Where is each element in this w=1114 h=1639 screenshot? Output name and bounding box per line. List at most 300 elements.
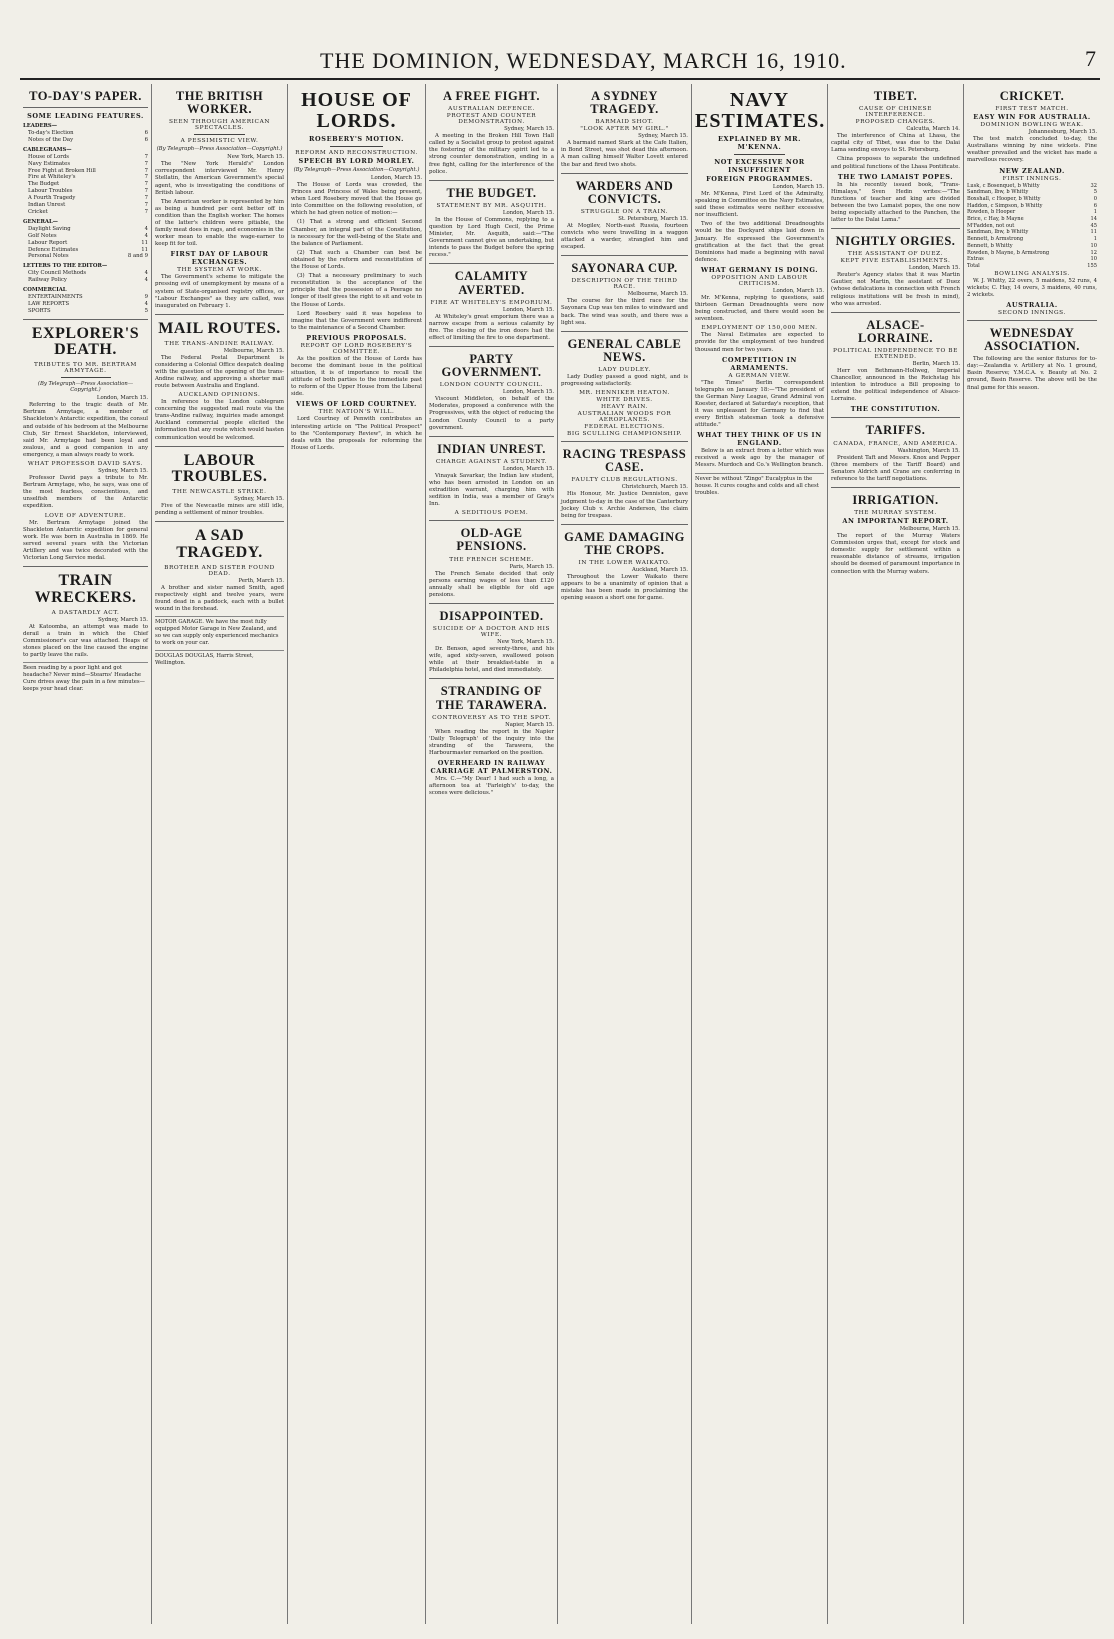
index-item-page: 9 [144, 293, 148, 300]
dateline: Sydney, March 15. [98, 616, 148, 623]
rule [831, 417, 960, 418]
paragraph: The course for the third race for the Sayonara Cup was ten miles to windward and back. The wind was south, and there was a light sea. [561, 298, 688, 326]
score-row [967, 196, 1097, 203]
dateline: Berlin, March 15. [912, 361, 960, 367]
paragraph: The Naval Estimates are expected to provide for the employment of two hundred thousand men for two years. [695, 332, 824, 353]
story-sub: FIRST TEST MATCH. [995, 106, 1069, 113]
paragraph: The test match concluded to-day, the Australians winning by nine wickets. Fine weather prevailed and the wicket has made a marvellous recovery. [967, 136, 1097, 164]
masthead-title: THE DOMINION, WEDNESDAY, MARCH 16, 1910. [320, 48, 847, 73]
story-head: MAIL ROUTES. [158, 319, 281, 337]
story-sub: FOREIGN PROGRAMMES. [706, 175, 813, 183]
paragraph: China proposes to separate the undefined and political functions of the Lhasa Pontificate. [831, 156, 960, 170]
rule [23, 107, 148, 108]
story-sub: HEAVY RAIN. [600, 404, 649, 411]
story-sub: AUCKLAND OPINIONS. [178, 392, 261, 399]
score-row [967, 229, 1097, 236]
byline: (By Telegraph—Press Association—Copyright.) [156, 146, 283, 153]
rule [155, 521, 284, 522]
dateline: London, March 15. [908, 265, 960, 272]
paragraph: The Federal Postal Department is considering a Colonial Office despatch dealing with the question of the opening of the trans-Andine railway, and approving a shorter mail route between Australia and England. [155, 354, 284, 390]
story-sub: THE MURRAY SYSTEM. [854, 510, 937, 517]
index-item-label: Free Fight at Broken Hill [28, 167, 96, 174]
rule [967, 320, 1097, 321]
index-item-page: 6 [144, 130, 148, 137]
paragraph: Mr. M'Kenna, First Lord of the Admiralty, speaking in Committee on the Navy Estimates, said these estimates were neither excessive nor insufficient. [695, 191, 824, 219]
rule [429, 263, 554, 264]
index-item [23, 202, 148, 209]
dateline: Melbourne, March 15. [899, 526, 960, 533]
index-item-page: 4 [144, 232, 148, 239]
advertisement: Never be without "Zingo" Eucalyptus in the house. It cures coughs and colds and all chest troubles. [695, 473, 824, 497]
index-item-page: 5 [144, 307, 148, 314]
story-sub: SUICIDE OF A DOCTOR AND HIS WIFE. [432, 626, 551, 639]
story-sub: WHAT GERMANY IS DOING. [700, 265, 819, 274]
story-sub: A SEDITIOUS POEM. [454, 510, 529, 517]
index-item-page: 7 [144, 174, 148, 181]
score-row [967, 250, 1097, 257]
story-sub: A GERMAN VIEW. [728, 372, 791, 379]
story-sub: THE SYSTEM AT WORK. [177, 267, 262, 274]
rule [194, 134, 246, 135]
story-head: THE BUDGET. [446, 185, 537, 200]
story-sub: CONTROVERSY AS TO THE SPOT. [432, 714, 551, 721]
index-item [23, 240, 148, 247]
dateline: Calcutta, March 14. [906, 126, 960, 133]
story-sub: STATEMENT BY MR. ASQUITH. [436, 202, 547, 209]
dateline: London, March 15. [772, 184, 824, 190]
paragraph: The House of Lords was crowded, the Princes and Princess of Wales being present, when Lord Rosebery moved that the House go into Committee on the following resolution, of which he had given notice of motion:— [291, 182, 422, 217]
story-sub: THE FRENCH SCHEME. [449, 556, 534, 563]
story-sub: VIEWS OF LORD COURTNEY. [296, 400, 417, 409]
score-row [967, 243, 1097, 250]
column-8 [964, 84, 1100, 1624]
score-row [967, 216, 1097, 223]
story-sub: STRUGGLE ON A TRAIN. [580, 208, 669, 215]
rule [831, 228, 960, 229]
column-1 [20, 84, 152, 1624]
story-head: A FREE FIGHT. [443, 89, 540, 103]
story-sub: A DASTARDLY ACT. [51, 609, 120, 616]
dateline: London, March 15. [370, 175, 422, 181]
batsman-runs: 1 [1093, 236, 1097, 243]
batsman-name: Brice, c Hay, b Mayne [967, 216, 1024, 223]
index-section-heading: LEADERS— [23, 123, 58, 130]
rule [429, 678, 554, 679]
index-section-heading: GENERAL— [23, 218, 58, 225]
story-head: STRANDING OF THE TARAWERA. [436, 684, 547, 712]
story-sub: OPPOSITION AND LABOUR CRITICISM. [711, 274, 808, 287]
story-sub: FEDERAL ELECTIONS. [584, 424, 665, 431]
paragraph: Two of the two additional Dreadnoughts would be the Dockyard ships laid down in January. He expressed the Government's gratification at the fact that the great Dominions had made a beginning with naval defence. [695, 221, 824, 263]
dateline: Napier, March 15. [505, 721, 554, 728]
story-sub: THE TWO LAMAIST POPES. [837, 172, 954, 181]
story-sub: AUSTRALIA. [1006, 300, 1058, 309]
batsman-runs: 32 [1090, 182, 1097, 189]
index-item [23, 253, 148, 260]
page-number: 7 [1085, 46, 1096, 71]
paper-head: TO-DAY'S PAPER. [29, 89, 142, 103]
index-item [23, 270, 148, 277]
byline: (By Telegraph—Press Association—Copyright.) [293, 167, 420, 173]
advertisement: DOUGLAS DOUGLAS, Harris Street, Wellington. [155, 650, 284, 667]
batsman-runs: 12 [1090, 249, 1097, 256]
byline: (By Telegraph—Press Association—Copyright.) [37, 381, 134, 394]
dateline: London, March 15. [502, 209, 554, 216]
rule [831, 312, 960, 313]
paragraph: President Taft and Messrs. Knox and Pepper (three members of the Tariff Board) and Senators Aldrich and Crane are conferring in reference to the tariff negotiations. [831, 454, 960, 482]
index-item-label: Labour Troubles [28, 188, 73, 195]
paragraph: Vinayak Savarkar, the Indian law student, who has been arrested in London on an extradition warrant, charging him with sedition in India, was a member of Gray's Inn. [429, 472, 554, 508]
paragraph: In reference to the London cablegram concerning the suggested mail route via the trans-Andine railway, inquiries made amongst Auckland commercial people elicited the information that any route which would hasten communication would be welcomed. [155, 399, 284, 441]
paragraph: At Whiteley's great emporium there was a narrow escape from a serious calamity by fire. The closing of the iron doors had the effect of limiting the fire to one department. [429, 313, 554, 341]
index-item [23, 195, 148, 202]
index-item [23, 161, 148, 168]
dateline: St. Petersburg, March 15. [618, 215, 688, 222]
index-item-page: 11 [141, 246, 148, 253]
paragraph: His Honour, Mr. Justice Denniston, gave judgment to-day in the case of the Canterbury Jockey Club v. Archie Anderson, the claim being for trespass. [561, 491, 688, 519]
story-sub: SEEN THROUGH AMERICAN SPECTACLES. [168, 119, 271, 132]
story-sub: THE NEWCASTLE STRIKE. [172, 489, 267, 496]
story-sub: ROSEBERY'S MOTION. [309, 135, 404, 143]
index-item-label: The Budget [28, 181, 60, 188]
score-row [967, 189, 1097, 196]
paragraph: (2) That such a Chamber can best be obtained by the reform and reconstitution of the House of Lords. [291, 249, 422, 271]
index-item-page: 7 [144, 188, 148, 195]
batsman-name: Rowden, b Mayne, b Armstrong [967, 249, 1050, 256]
paragraph: Lord Courtney of Penwith contributes an interesting article on "The Political Prospect" to the "Contemporary Review", in which he deals with the proposals for reforming the House of Lords. [291, 416, 422, 451]
dateline: Christchurch, March 15. [621, 484, 688, 491]
story-sub: AN IMPORTANT REPORT. [842, 517, 949, 526]
score-row [967, 236, 1097, 243]
index-item-label: Fire at Whiteley's [28, 174, 76, 181]
paragraph: Throughout the Lower Waikato there appears to be a unanimity of opinion that a mistake has been made in proclaiming the opening season a short one for game. [561, 574, 688, 602]
story-sub: BIG SCULLING CHAMPIONSHIP. [567, 431, 682, 438]
paragraph: When reading the report in the Napier 'Daily Telegraph' of the inquiry into the stranding of the Tarawera, the Harbourmaster remarked on the position. [429, 728, 554, 756]
story-sub: CAUSE OF CHINESE INTERFERENCE. [858, 106, 933, 119]
paragraph: "The Times" Berlin correspondent telegraphs on January 18:—"The president of the German Navy League, Grand Admiral von Koester, declared at Saturday's reception, that it was unpleasant for Germany to find that every British statesman took a defensive attitude." [695, 379, 824, 429]
dateline: London, March 15. [96, 395, 148, 402]
story-head: WEDNESDAY ASSOCIATION. [984, 325, 1080, 354]
batsman-name: Haddon, c Simpson, b Whitty [967, 202, 1043, 209]
story-sub: SPEECH BY LORD MORLEY. [298, 157, 415, 165]
paragraph: At Mogilev, North-east Russia, fourteen convicts who were travelling in a waggon attacked a warder, strangled him and escaped. [561, 222, 688, 251]
index-item-page: 7 [144, 167, 148, 174]
story-head: GENERAL CABLE NEWS. [567, 336, 682, 364]
story-head: CALAMITY AVERTED. [454, 269, 529, 297]
paragraph: Dr. Benson, aged seventy-three, and his wife, aged sixty-seven, swallowed poison while at their breakfast-table in a Philadelphia hotel, and died immediately. [429, 646, 554, 674]
dateline: London, March 15. [502, 465, 554, 472]
dateline: London, March 15. [502, 306, 554, 313]
index-item-label: ENTERTAINMENTS [28, 293, 83, 300]
story-sub: DOMINION BOWLING WEAK. [980, 122, 1084, 129]
story-sub: IN THE LOWER WAIKATO. [578, 560, 671, 567]
story-sub: FAULTY CLUB REGULATIONS. [571, 477, 678, 484]
story-sub: A PESSIMISTIC VIEW. [180, 138, 259, 145]
story-sub: POLITICAL INDEPENDENCE TO BE EXTENDED. [833, 348, 958, 360]
story-sub: FIRST INNINGS. [1002, 175, 1062, 182]
paragraph: (1) That a strong and efficient Second Chamber, an integral part of the Constitution, is necessary for the well-being of the State and the balance of Parliament. [291, 219, 422, 247]
batsman-runs: 11 [1090, 229, 1097, 236]
index-item-page: 4 [144, 270, 148, 277]
batsman-runs: 45 [1090, 222, 1097, 229]
index-item [23, 130, 148, 137]
batsman-runs: 1 [1093, 209, 1097, 216]
story-sub: CANADA, FRANCE, AND AMERICA. [833, 440, 958, 447]
index-item-label: Notes of the Day [28, 136, 74, 143]
index-item [23, 226, 148, 233]
story-head: NAVY ESTIMATES. [695, 89, 826, 132]
story-sub: MR. HENNIKER HEATON. [579, 390, 670, 397]
index-item-page: 8 and 9 [127, 253, 148, 260]
index-item [23, 154, 148, 161]
index-item [23, 181, 148, 188]
story-head: LABOUR TROUBLES. [171, 451, 268, 486]
rule [561, 331, 688, 332]
paragraph: Mr. Bertram Armytage joined the Shackleton Antarctic expedition for general work. He was born in Australia in 1869. He served several years with the Victorian Artillery and was twice decorated with the Victorian Long Service medal. [23, 519, 148, 561]
index-item [23, 308, 148, 315]
paragraph: Below is an extract from a letter which was received a week ago by the manager of Messrs. Murdoch and Co.'s Wellington branch. [695, 448, 824, 469]
dateline: Perth, March 15. [238, 578, 284, 585]
story-sub: WHAT THEY THINK OF US IN ENGLAND. [697, 431, 822, 448]
score-row [967, 209, 1097, 216]
column-5 [558, 84, 692, 1624]
paragraph: Viscount Middleton, on behalf of the Moderates, proposed a conference with the Progressives, with the object of reducing the London County Council to a party government. [429, 396, 554, 431]
index-item-page: 7 [144, 209, 148, 215]
index-item [23, 301, 148, 308]
dateline: London, March 15. [772, 287, 824, 294]
rule [561, 255, 688, 256]
rule [429, 603, 554, 604]
story-sub: LOVE OF ADVENTURE. [44, 512, 127, 519]
story-sub: THE TRANS-ANDINE RAILWAY. [164, 340, 275, 347]
story-sub: BROTHER AND SISTER FOUND DEAD. [164, 565, 275, 578]
paragraph: At Katoomba, an attempt was made to derail a train in which the Chief Commissioner's car was attached. Heaps of stones placed on the line caused the engine to partly leave the rails. [23, 623, 148, 659]
story-head: DISAPPOINTED. [439, 608, 544, 623]
batsman-name: Sandman, lbw, b Whitty [967, 229, 1029, 236]
index-item-page: 7 [144, 202, 148, 209]
score-row [967, 223, 1097, 230]
dateline: New York, March 15. [497, 639, 554, 646]
index-item-label: Cricket [28, 209, 48, 215]
story-sub: WHITE DRIVES. [596, 397, 653, 404]
rule [155, 314, 284, 315]
index-item [23, 294, 148, 301]
paragraph: The interference of China at Lhasa, the capital city of Tibet, was due to the Dalai Lama sending envoys to St. Petersburg. [831, 133, 960, 154]
dateline: New York, March 15. [227, 154, 284, 161]
rule [155, 446, 284, 447]
rule [61, 377, 111, 378]
story-sub: AUSTRALIAN WOODS FOR AEROPLANES. [577, 411, 672, 424]
paragraph: W. J. Whitty, 22 overs, 5 maidens, 52 runs, 4 wickets; C. Hay, 14 overs, 3 maidens, 40 runs, 2 wickets. [967, 277, 1097, 298]
story-sub: REFORM AND RECONSTRUCTION. [295, 150, 418, 156]
story-sub: NEW ZEALAND. [999, 166, 1065, 175]
story-head: RACING TRESPASS CASE. [562, 447, 687, 475]
paragraph: Lord Rosebery said it was hopeless to imagine that the Government were indifferent to the maintenance of a Second Chamber. [291, 310, 422, 331]
story-head: WARDERS AND CONVICTS. [575, 178, 674, 206]
story-sub: LADY DUDLEY. [598, 367, 651, 373]
story-head: EXPLORER'S DEATH. [31, 324, 140, 359]
index-item-label: Railway Policy [28, 277, 67, 284]
story-head: A SYDNEY TRAGEDY. [590, 89, 659, 117]
rule [429, 520, 554, 521]
index-item [23, 168, 148, 175]
index-item-label: To-day's Election [28, 130, 74, 137]
index-item-label: Personal Notes [28, 253, 69, 260]
index-item-page: 4 [144, 277, 148, 284]
rule [429, 180, 554, 181]
index-item-label: Defence Estimates [28, 246, 79, 253]
story-head: GAME DAMAGING THE CROPS. [564, 529, 685, 557]
rule [23, 566, 148, 567]
paragraph: The American worker is represented by him as being a hundred per cent better off in condition than the English worker. The homes of the latter's children were pitiable, the family meat does in rags, and economies in the worker mean to enable the wage-earner to keep fit for toil. [155, 198, 284, 248]
batsman-runs: 6 [1093, 202, 1097, 209]
rule [561, 441, 688, 442]
story-sub: COMPETITION IN ARMAMENTS. [722, 355, 797, 372]
paragraph: Herr von Bethmann-Hollweg, Imperial Chancellor, announced in the Reichstag his intention to introduce a Bill proposing to extend the political independence of Alsace-Lorraine. [831, 368, 960, 403]
story-sub: EASY WIN FOR AUSTRALIA. [973, 113, 1091, 122]
index-item-label: City Council Methods [28, 270, 87, 277]
story-sub: BOWLING ANALYSIS. [994, 270, 1070, 277]
advertisement: Been reading by a poor light and got headache? Never mind—Stearns' Headache Cure drives away the pain in a few minutes—keeps your head clear. [23, 662, 148, 693]
dateline: Melbourne, March 15. [223, 347, 284, 354]
index-item-page: 4 [144, 300, 148, 307]
index-item-label: SPORTS [28, 307, 51, 314]
paragraph: As the position of the House of Lords has become the dominant issue in the political situation, it is of importance to recall the attitude of both parties to the immediate past to reform of the Upper House from the Liberal side. [291, 355, 422, 398]
paragraph: A barmaid named Stark at the Cafe Italien, in Bond Street, was shot dead this afternoon. A man calling himself Walter Lovett entered the bar and fired two shots. [561, 140, 688, 168]
batsman-runs: 0 [1093, 195, 1097, 202]
index-item-label: Labour Report [28, 239, 68, 246]
batsman-name: Boxshall, c Hooper, b Whitty [967, 195, 1041, 202]
story-sub: EMPLOYMENT OF 150,000 MEN. [701, 325, 818, 332]
index-item [23, 174, 148, 181]
index-item-page: 11 [141, 239, 148, 246]
story-head: OLD-AGE PENSIONS. [456, 526, 527, 554]
rule [330, 146, 382, 147]
index-item [23, 247, 148, 254]
story-head: TRAIN WRECKERS. [34, 572, 137, 606]
extras-value: 10 [1090, 256, 1097, 263]
paragraph: Lady Dudley passed a good night, and is progressing satisfactorily. [561, 374, 688, 388]
paragraph: The French Senate decided that only persons earning wages of less than £120 annually shall be eligible for old age pensions. [429, 570, 554, 598]
story-head: TARIFFS. [865, 423, 926, 438]
story-sub: EXPLAINED BY MR. M'KENNA. [717, 135, 802, 151]
paragraph: Professor David pays a tribute to Mr. Bertram Armytage, who, he says, was one of the most fearless, conscientious, and unselfish members of the Antarctic expedition. [23, 475, 148, 510]
score-table [967, 183, 1097, 257]
dateline: Johannesburg, March 15. [1028, 129, 1097, 136]
batsman-runs: 14 [1090, 216, 1097, 223]
batsman-name: Bennett, b Whitty [967, 242, 1013, 249]
index-section-heading: LETTERS TO THE EDITOR— [23, 263, 108, 270]
index-item [23, 188, 148, 195]
extras-label: Extras [967, 256, 984, 263]
story-head: HOUSE OF LORDS. [301, 89, 412, 132]
index-item-label: A Fourth Tragedy [28, 195, 76, 202]
index-item-page: 7 [144, 160, 148, 167]
total-value: 155 [1087, 262, 1097, 269]
index-item-page: 7 [144, 153, 148, 160]
paragraph: A meeting in the Broken Hill Town Hall called by a Socialist group to protest against the fostering of the military spirit led to a strong counter demonstration, ending in a free fight, calling for the interference of the police. [429, 133, 554, 175]
index-item [23, 209, 148, 216]
story-sub: SECOND INNINGS. [998, 309, 1066, 316]
story-sub: CHARGE AGAINST A STUDENT. [435, 458, 548, 465]
advertisement: MOTOR GARAGE. We have the most fully equipped Motor Garage in New Zealand, and so we can supply only experienced mechanics to work on your car. [155, 616, 284, 647]
story-head: PARTY GOVERNMENT. [441, 352, 542, 380]
story-sub: PROPOSED CHANGES. [855, 119, 936, 126]
story-sub: DESCRIPTION OF THE THIRD RACE. [571, 278, 678, 291]
story-sub: FIRE AT WHITELEY'S EMPORIUM. [430, 299, 553, 306]
dateline: Sydney, March 15. [504, 126, 554, 133]
features-label: SOME LEADING FEATURES. [27, 112, 144, 121]
story-sub: PREVIOUS PROPOSALS. [306, 333, 407, 342]
paragraph: The following are the senior fixtures for to-day:—Zealandia v. Artillery at No. 1 ground, Basin Reserve; Y.M.C.A. v. Beauty at No. 2 ground, Basin Reserve. The above will be the final game for this season. [967, 356, 1097, 391]
column-7 [828, 84, 964, 1624]
paragraph: Reuter's Agency states that it was Martin Gautier, not Martin, the assistant of Duez (whose defalcations in connection with French religious institutions will be fresh in mind), who was arrested. [831, 272, 960, 307]
column-2 [152, 84, 288, 1624]
paragraph: The "New York Herald's" London correspondent interviewed Mr. Henry Stellatin, the American Government's special agent, who is investigating the conditions of British labour. [155, 161, 284, 196]
batsman-runs: 10 [1090, 242, 1097, 249]
score-extras [967, 256, 1097, 269]
index-item [23, 233, 148, 240]
rule [429, 436, 554, 437]
masthead [20, 44, 1100, 80]
rule [561, 524, 688, 525]
index-item-page: 7 [144, 195, 148, 202]
story-sub: AUSTRALIAN DEFENCE. [448, 106, 535, 113]
total-label: Total [967, 262, 980, 269]
dateline: Washington, March 15. [897, 447, 960, 454]
dateline: Sydney, March 15. [98, 468, 148, 475]
index-item-label: House of Lords [28, 153, 69, 160]
story-sub: PROTEST AND COUNTER DEMONSTRATION. [446, 113, 537, 126]
index-item-label: LAW REPORTS [28, 300, 70, 307]
score-row [967, 203, 1097, 210]
story-sub: THE NATION'S WILL. [318, 409, 395, 416]
story-head: THE BRITISH WORKER. [175, 89, 264, 117]
dateline: Sydney, March 15. [638, 133, 688, 140]
column-6 [692, 84, 828, 1624]
batsman-name: Bennett, b Armstrong [967, 236, 1024, 243]
index-section-heading: CABLEGRAMS— [23, 146, 72, 153]
batsman-runs: 5 [1093, 189, 1097, 196]
story-head: CRICKET. [999, 89, 1065, 103]
story-head: TIBET. [873, 89, 918, 103]
story-sub: FIRST DAY OF LABOUR EXCHANGES. [170, 250, 269, 267]
story-sub: TRIBUTES TO MR. BERTRAM ARMYTAGE. [34, 362, 137, 375]
batsman-name: Lusk, c Bosenquet, b Whitty [967, 182, 1040, 189]
rule [561, 173, 688, 174]
paragraph: Mrs. C.—"My Dear! I had such a long, a afternoon tea at 'Farleigh's' to-day, the scones were delicious." [429, 776, 554, 797]
story-head: IRRIGATION. [852, 492, 939, 507]
story-sub: LONDON COUNTY COUNCIL. [439, 382, 544, 389]
dateline: Paris, March 15. [509, 563, 554, 570]
index-item-label: Navy Estimates [28, 160, 71, 167]
story-sub: "LOOK AFTER MY GIRL." [580, 126, 669, 133]
story-sub: REPORT OF LORD ROSEBERY'S COMMITTEE. [300, 342, 413, 355]
score-row [967, 183, 1097, 190]
story-sub: NOT EXCESSIVE NOR INSUFFICIENT [714, 158, 805, 174]
story-sub: OVERHEARD IN RAILWAY CARRIAGE AT PALMERSTON. [430, 759, 553, 776]
index-list [23, 123, 148, 315]
rule [23, 319, 148, 320]
story-head: NIGHTLY ORGIES. [835, 234, 956, 249]
paragraph: A brother and sister named Smith, aged respectively eight and twelve years, were found dead in a paddock, each with a bullet wound in the forehead. [155, 585, 284, 613]
index-item [23, 277, 148, 284]
paragraph: Five of the Newcastle mines are still idle, pending a settlement of minor troubles. [155, 503, 284, 517]
dateline: Sydney, March 15. [234, 496, 284, 503]
batsman-name: Sandman, lbw, b Whitty [967, 189, 1029, 196]
rule [429, 346, 554, 347]
paragraph: In the House of Commons, replying to a question by Lord Hugh Cecil, the Prime Minister, Mr. Asquith, said:—"The Government cannot give an undertaking, but intends to pass the Budget before the spring recess." [429, 216, 554, 259]
